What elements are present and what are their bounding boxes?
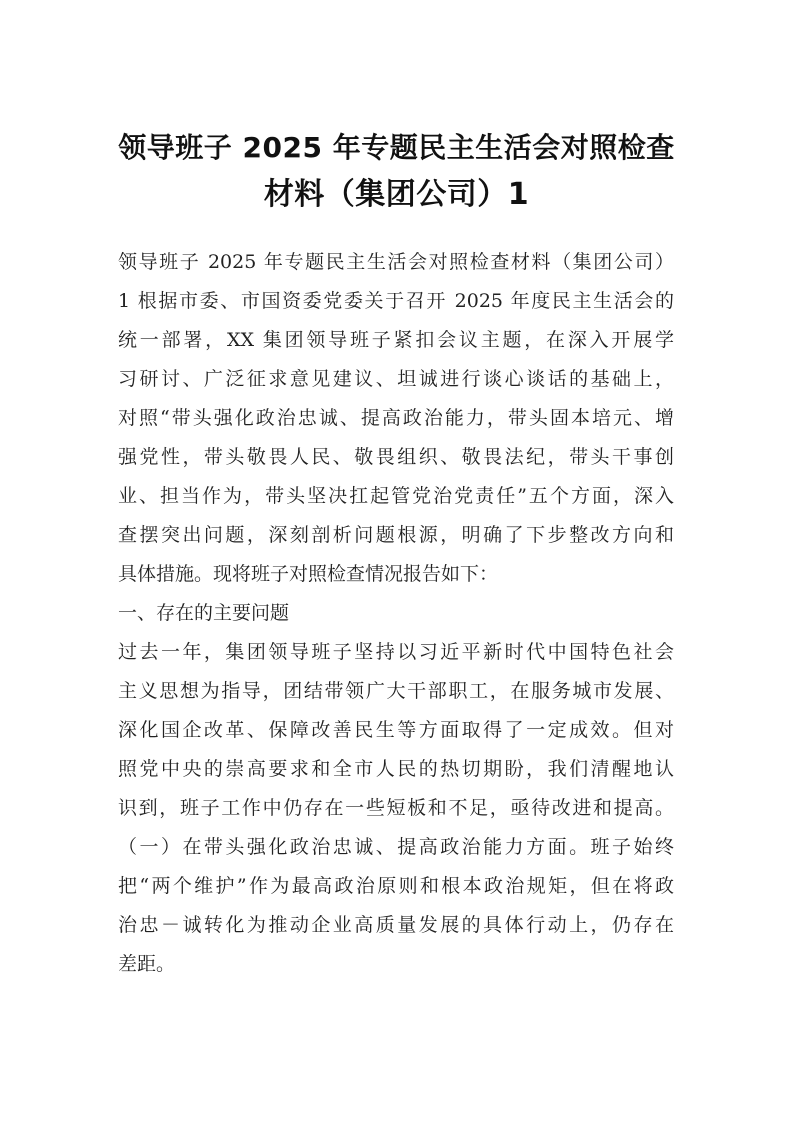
section-heading: 一、存在的主要问题 bbox=[118, 602, 290, 624]
body-line: 治忠－诚转化为推动企业高质量发展的具体行动上，仍存在 bbox=[118, 914, 674, 936]
body-line: 把“两个维护”作为最高政治原则和根本政治规矩，但在将政 bbox=[118, 875, 674, 897]
document-title-line-2: 材料（集团公司）1 bbox=[263, 177, 530, 212]
body-line: （一）在带头强化政治忠诚、提高政治能力方面。班子始终 bbox=[118, 836, 674, 858]
body-line: 过去一年，集团领导班子坚持以习近平新时代中国特色社会 bbox=[118, 641, 674, 663]
body-line: 对照“带头强化政治忠诚、提高政治能力，带头固本培元、增 bbox=[118, 407, 674, 429]
body-line: 强党性，带头敬畏人民、敬畏组织、敬畏法纪，带头干事创 bbox=[118, 446, 674, 468]
body-line: 领导班子 2025 年专题民主生活会对照检查材料（集团公司） bbox=[118, 251, 674, 273]
body-line: 1 根据市委、市国资委党委关于召开 2025 年度民主生活会的 bbox=[118, 290, 674, 312]
body-line: 统一部署，XX 集团领导班子紧扣会议主题，在深入开展学 bbox=[118, 329, 674, 351]
body-line: 具体措施。现将班子对照检查情况报告如下： bbox=[118, 563, 499, 585]
body-line: 主义思想为指导，团结带领广大干部职工，在服务城市发展、 bbox=[118, 680, 674, 702]
body-line: 照党中央的崇高要求和全市人民的热切期盼，我们清醒地认 bbox=[118, 758, 674, 780]
body-line: 差距。 bbox=[118, 953, 176, 975]
body-line: 查摆突出问题，深刻剖析问题根源，明确了下步整改方向和 bbox=[118, 524, 674, 546]
body-line: 识到，班子工作中仍存在一些短板和不足，亟待改进和提高。 bbox=[118, 797, 674, 819]
document-title-line-1: 领导班子 2025 年专题民主生活会对照检查 bbox=[118, 131, 675, 164]
body-line: 业、担当作为，带头坚决扛起管党治党责任”五个方面，深入 bbox=[118, 485, 674, 507]
body-line: 深化国企改革、保障改善民生等方面取得了一定成效。但对 bbox=[118, 719, 674, 741]
body-line: 习研讨、广泛征求意见建议、坦诚进行谈心谈话的基础上， bbox=[118, 368, 674, 390]
